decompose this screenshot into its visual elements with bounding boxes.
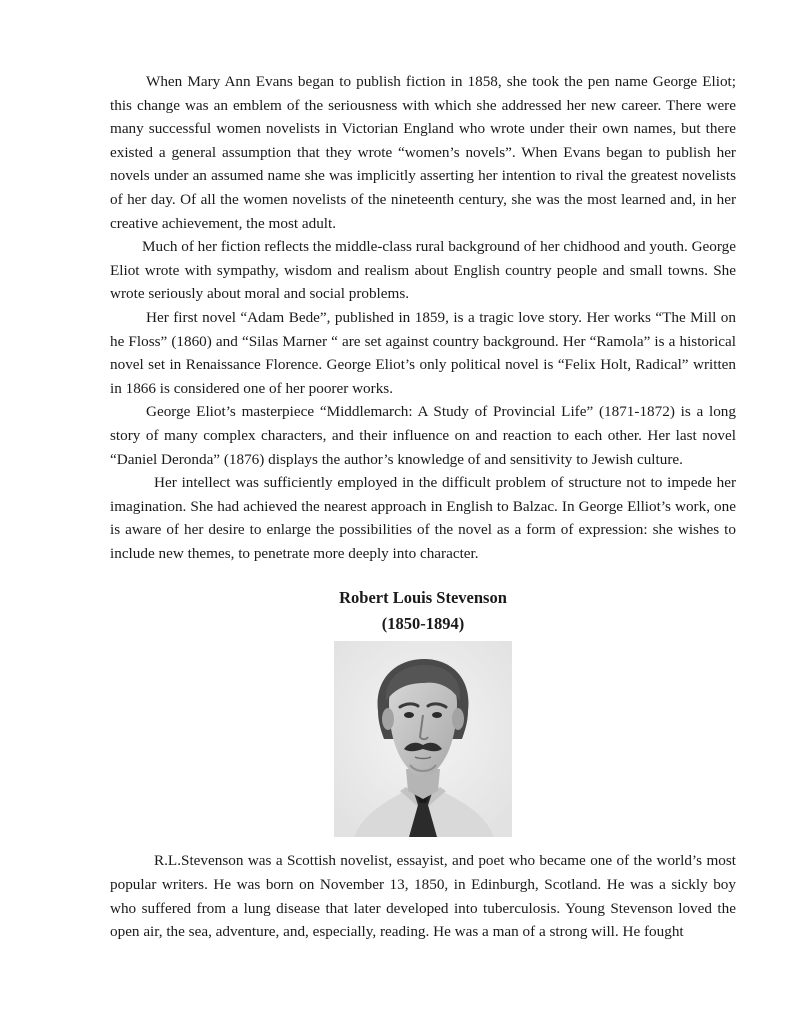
section-heading [110, 585, 736, 637]
paragraph-stevenson-bio: R.L.Stevenson was a Scottish novelist, essayist, and poet who became one of the world’s most popular writers. He was born on November 13, 1850, in Edinburgh, Scotland. He was a sickly boy who suffered from a lung disease that later developed into tuberculosis. Young Stevenson loved the open air, the sea, adventure, and, especially, reading. He was a man of a strong will. He fought [110, 852, 736, 941]
stevenson-biography [110, 849, 736, 943]
document-page [110, 70, 736, 944]
stevenson-portrait-photo [334, 641, 512, 837]
section-dates: (1850-1894) [381, 614, 465, 634]
section-title: Robert Louis Stevenson [339, 588, 507, 608]
portrait-container [110, 641, 736, 837]
paragraph-george-eliot-novels: Her first novel “Adam Bede”, published in 1859, is a tragic love story. Her works “The Mill on he Floss” (1860) and “Silas Marner “ are set against country background. Her “Ramola” is a historical novel set in Renaissance Florence. George Eliot’s only political novel is “Felix Holt, Radical” written in 1866 is considered one of her poorer works. [110, 308, 736, 397]
paragraph-george-eliot-pen-name: When Mary Ann Evans began to publish fiction in 1858, she took the pen name George Eliot; this change was an emblem of the seriousness with which she addressed her new career. There were many successful women novelists in Victorian England who wrote under their own names, but there existed a general assumption that they wrote “women’s novels”. When Evans began to publish her novels under an assumed name she was implicitly asserting her intention to rival the greatest novelists of her day. Of all the women novelists of the nineteenth century, she was the most learned and, in her creative achievement, the most adult. [110, 73, 736, 232]
paragraph-george-eliot-middlemarch: George Eliot’s masterpiece “Middlemarch: A Study of Provincial Life” (1871-1872) is a long story of many complex characters, and their influence on and reaction to each other. Her last novel “Daniel Deronda” (1876) displays the author’s knowledge of and sensitivity to Jewish culture. [110, 403, 736, 468]
paragraph-george-eliot-fiction: Much of her fiction reflects the middle-class rural background of her chidhood and youth. George Eliot wrote with sympathy, wisdom and realism about English country people and small towns. She wrote seriously about moral and social problems. [110, 238, 736, 303]
paragraph-george-eliot-intellect: Her intellect was sufficiently employed in the difficult problem of structure not to impede her imagination. She had achieved the nearest approach in English to Balzac. In George Elliot’s work, one is aware of her desire to enlarge the possibilities of the novel as a form of expression: she wishes to include new themes, to penetrate more deeply into character. [110, 474, 736, 562]
